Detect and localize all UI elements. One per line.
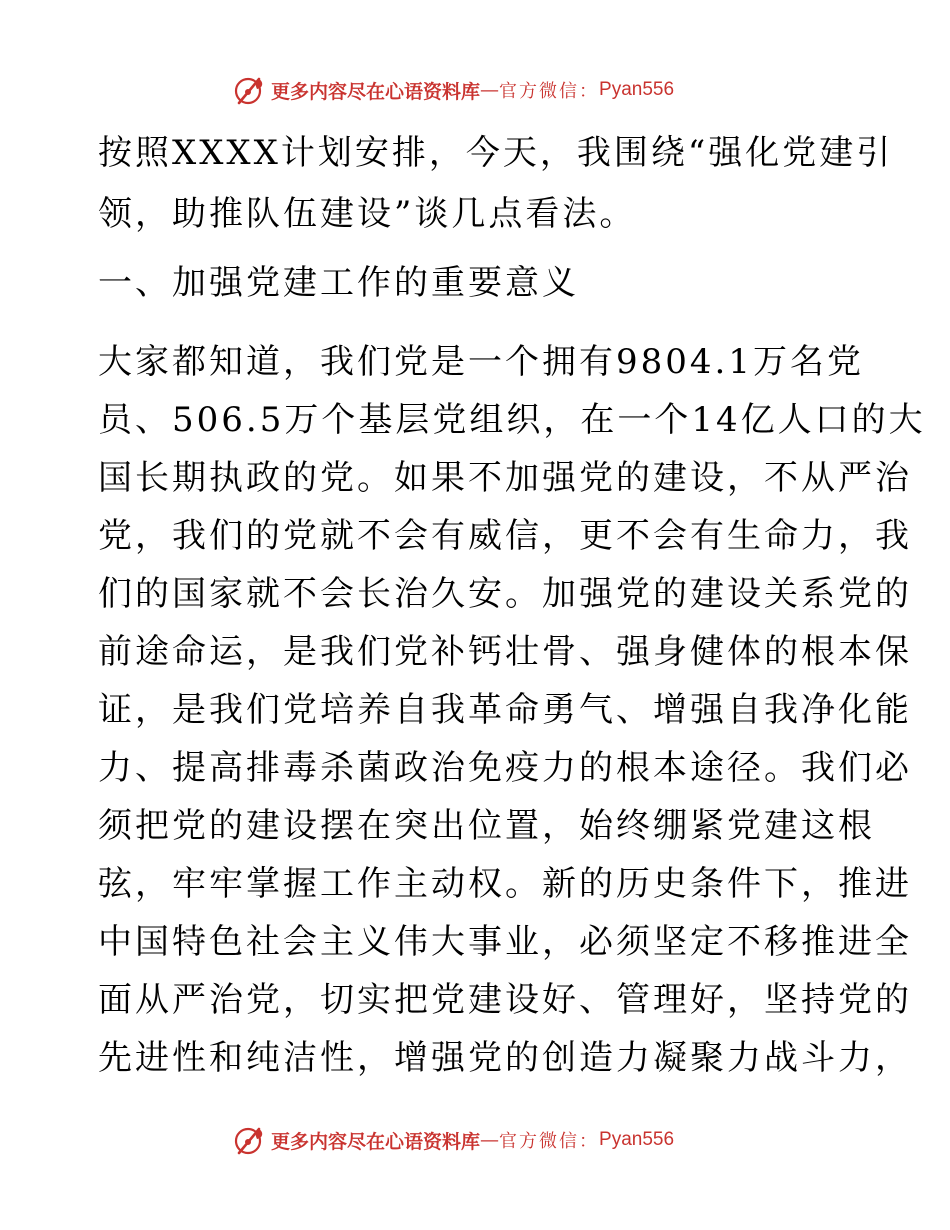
- watermark-wechat-id: Pyan556: [599, 1129, 675, 1150]
- watermark-dash: —: [480, 79, 500, 101]
- paragraph-line: 先进性和纯洁性，增强党的创造力凝聚力战斗力，: [98, 1038, 912, 1078]
- watermark-wechat-label: 官方微信：: [499, 81, 600, 102]
- paragraph-line: 员、506.5万个基层党组织，在一个14亿人口的大: [98, 400, 926, 440]
- quill-logo-icon: [233, 1123, 267, 1157]
- intro-line: 按照XXXX计划安排，今天，我围绕“强化党建引: [98, 133, 894, 173]
- paragraph-line: 力、提高排毒杀菌政治免疫力的根本途径。我们必: [98, 748, 912, 788]
- paragraph-line: 大家都知道，我们党是一个拥有9804.1万名党: [98, 342, 864, 382]
- watermark-wechat-id: Pyan556: [599, 79, 675, 100]
- paragraph-line: 面从严治党，切实把党建设好、管理好，坚持党的: [98, 980, 912, 1020]
- paragraph-line: 弦，牢牢掌握工作主动权。新的历史条件下，推进: [98, 864, 912, 904]
- watermark-dash: —: [480, 1129, 500, 1151]
- paragraph-line: 中国特色社会主义伟大事业，必须坚定不移推进全: [98, 922, 912, 962]
- watermark-title: 更多内容尽在心语资料库: [271, 1130, 481, 1153]
- quill-logo-icon: [233, 73, 267, 107]
- header-watermark: [233, 72, 674, 108]
- intro-line: 领，助推队伍建设”谈几点看法。: [98, 194, 637, 234]
- footer-watermark: [233, 1122, 674, 1158]
- watermark-wechat-label: 官方微信：: [499, 1131, 600, 1152]
- paragraph-line: 证，是我们党培养自我革命勇气、增强自我净化能: [98, 690, 912, 730]
- watermark-title: 更多内容尽在心语资料库: [271, 80, 481, 103]
- paragraph-line: 们的国家就不会长治久安。加强党的建设关系党的: [98, 574, 912, 614]
- paragraph-line: 须把党的建设摆在突出位置，始终绷紧党建这根: [98, 806, 875, 846]
- paragraph-line: 党，我们的党就不会有威信，更不会有生命力，我: [98, 516, 912, 556]
- heading-text: 一、加强党建工作的重要意义: [98, 263, 579, 303]
- paragraph-line: 前途命运，是我们党补钙壮骨、强身健体的根本保: [98, 632, 912, 672]
- paragraph-line: 国长期执政的党。如果不加强党的建设，不从严治: [98, 458, 912, 498]
